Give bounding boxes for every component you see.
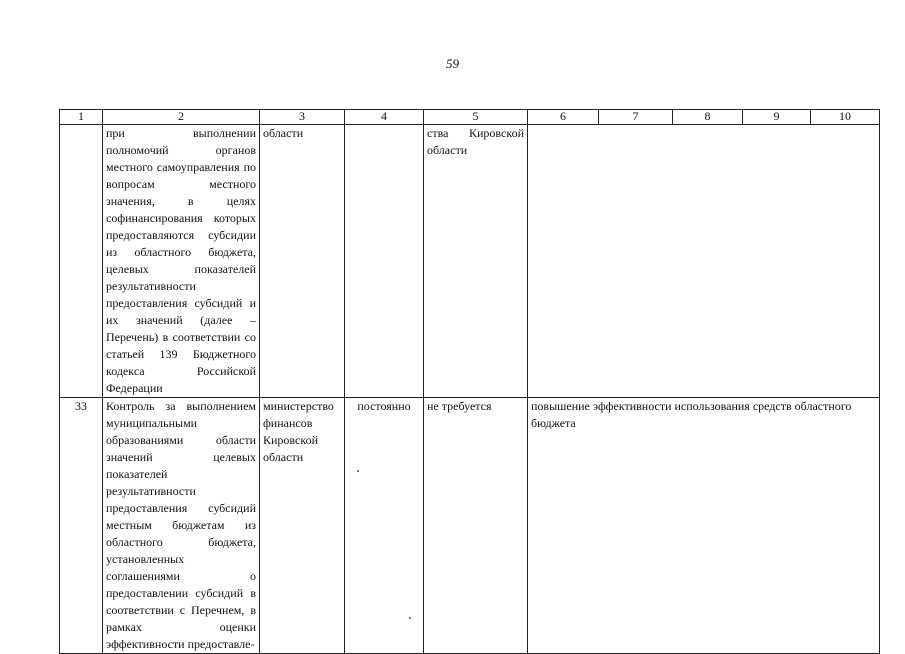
scan-speck: [409, 617, 411, 619]
responsible-executor: области: [260, 125, 345, 398]
measure-description: при выполнении полномочий органов местного самоуправления по вопросам местного значения, в целях софинансирования которых предоставляются субсидии из областного бюджета, целевых показателей результативности предоставления субсидий и их значений (далее – Перечень) в соответствии со статьей 139 Бюджетного кодекса Российской Федерации: [103, 125, 260, 398]
table-header-row: [60, 110, 880, 125]
column-number: 3: [260, 110, 345, 125]
expected-result: [528, 125, 880, 398]
column-number: 10: [811, 110, 880, 125]
responsible-executor: министерство финансов Кировской области: [260, 398, 345, 654]
expected-result: повышение эффективности использования средств областного бюджета: [528, 398, 880, 654]
execution-period: [345, 125, 424, 398]
row-number: 33: [60, 398, 103, 654]
column-number: 5: [424, 110, 528, 125]
column-number: 4: [345, 110, 424, 125]
funding-source: ства Кировской области: [424, 125, 528, 398]
table-row: [60, 398, 880, 654]
column-number: 2: [103, 110, 260, 125]
row-number: [60, 125, 103, 398]
measure-description: Контроль за выполнением муниципальными образованиями области значений целевых показателей результативности предоставления субсидий местным бюджетам из областного бюджета, установленных соглашениями о предоставлении субсидий в соответствии с Перечнем, в рамках оценки эффективности предоставле-: [103, 398, 260, 654]
execution-period: постоянно: [345, 398, 424, 654]
column-number: 6: [528, 110, 599, 125]
plan-table: [59, 109, 880, 654]
funding-source: не требуется: [424, 398, 528, 654]
column-number: 9: [743, 110, 811, 125]
column-number: 8: [673, 110, 743, 125]
table-row: [60, 125, 880, 398]
page-number: 59: [446, 56, 459, 71]
column-number: 1: [60, 110, 103, 125]
column-number: 7: [599, 110, 673, 125]
scan-speck: [357, 470, 359, 472]
